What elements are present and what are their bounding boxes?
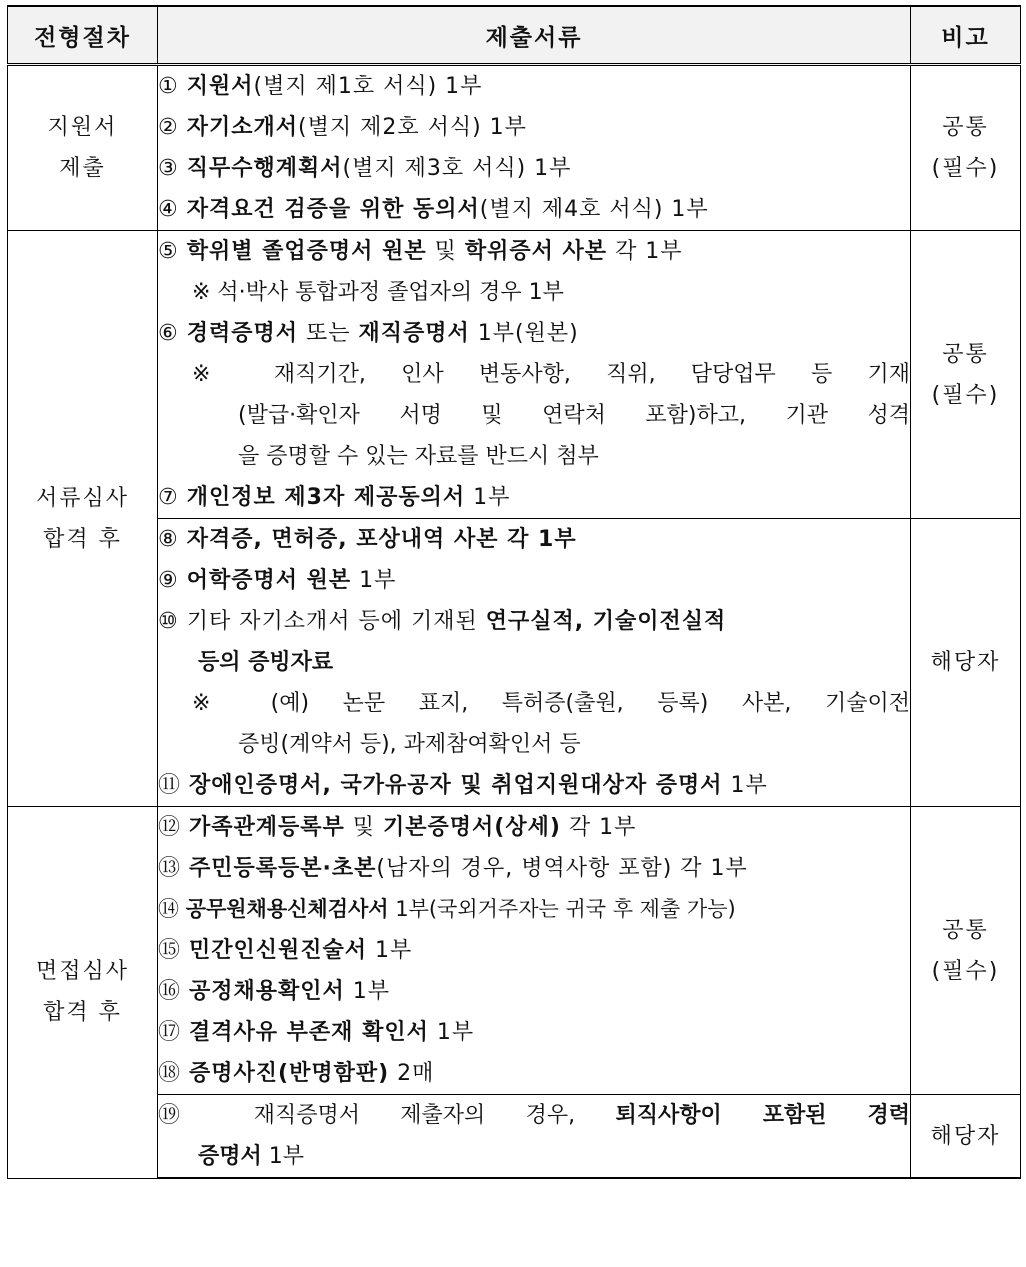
stage2-optional-docs — [158, 519, 911, 807]
doc-item-3: ③ 직무수행계획서(별지 제3호 서식) 1부 — [158, 156, 572, 181]
header-row — [8, 6, 1021, 65]
stage2-common-note: 공통 (필수) — [911, 231, 1021, 519]
stage1-docs — [158, 65, 911, 231]
doc-item-8: ⑧ 자격증, 면허증, 포상내역 사본 각 1부 — [158, 527, 577, 552]
doc-item-6-note-2: (발급·확인자 서명 및 연락처 포함)하고, 기관 성격 — [238, 403, 910, 428]
stage3-optional-docs — [158, 1095, 911, 1179]
submission-documents-table — [7, 5, 1021, 1179]
doc-item-16: ⑯ 공정채용확인서 1부 — [158, 979, 391, 1004]
doc-item-18: ⑱ 증명사진(반명함판) 2매 — [158, 1061, 435, 1086]
doc-item-5: ⑤ 학위별 졸업증명서 원본 및 학위증서 사본 각 1부 — [158, 239, 683, 264]
stage1-note: 공통 (필수) — [911, 65, 1021, 231]
doc-item-9: ⑨ 어학증명서 원본 1부 — [158, 568, 397, 593]
doc-item-19-cont: 증명서 1부 — [198, 1144, 305, 1169]
doc-item-2: ② 자기소개서(별지 제2호 서식) 1부 — [158, 115, 527, 140]
doc-item-7: ⑦ 개인정보 제3자 제공동의서 1부 — [158, 485, 511, 510]
stage2-name: 서류심사 합격 후 — [8, 231, 158, 807]
stage2-optional-note: 해당자 — [911, 519, 1021, 807]
stage2-common-row — [8, 231, 1021, 519]
stage1-row — [8, 65, 1021, 231]
stage1-name: 지원서 제출 — [8, 65, 158, 231]
doc-item-5-note: ※ 석·박사 통합과정 졸업자의 경우 1부 — [192, 280, 564, 305]
doc-item-10-note-2: 증빙(계약서 등), 과제참여확인서 등 — [238, 732, 581, 757]
stage3-name: 면접심사 합격 후 — [8, 807, 158, 1179]
header-note: 비고 — [911, 6, 1021, 65]
doc-item-1: ① 지원서(별지 제1호 서식) 1부 — [158, 74, 483, 99]
stage3-optional-row — [8, 1095, 1021, 1179]
doc-item-6-note-3: 을 증명할 수 있는 자료를 반드시 첨부 — [238, 444, 599, 469]
doc-item-6-note-1: ※ 재직기간, 인사 변동사항, 직위, 담당업무 등 기재 — [192, 362, 910, 387]
doc-item-4: ④ 자격요건 검증을 위한 동의서(별지 제4호 서식) 1부 — [158, 197, 709, 222]
doc-item-19: ⑲ 재직증명서 제출자의 경우, 퇴직사항이 포함된 경력 — [158, 1103, 910, 1128]
doc-item-13: ⑬ 주민등록등본·초본(남자의 경우, 병역사항 포함) 각 1부 — [158, 856, 748, 881]
doc-item-10-note-1: ※ (예) 논문 표지, 특허증(출원, 등록) 사본, 기술이전 — [192, 691, 910, 716]
doc-item-15: ⑮ 민간인신원진술서 1부 — [158, 938, 413, 963]
stage2-common-docs — [158, 231, 911, 519]
stage3-common-row — [8, 807, 1021, 1095]
stage3-common-docs — [158, 807, 911, 1095]
stage3-optional-note: 해당자 — [911, 1095, 1021, 1179]
doc-item-10-cont: 등의 증빙자료 — [198, 650, 334, 675]
doc-item-14: ⑭ 공무원채용신체검사서 1부(국외거주자는 귀국 후 제출 가능) — [158, 897, 736, 921]
stage2-optional-row — [8, 519, 1021, 807]
header-stage: 전형절차 — [8, 6, 158, 65]
doc-item-6: ⑥ 경력증명서 또는 재직증명서 1부(원본) — [158, 321, 579, 346]
doc-item-17: ⑰ 결격사유 부존재 확인서 1부 — [158, 1020, 475, 1045]
doc-item-10: ⑩ 기타 자기소개서 등에 기재된 연구실적, 기술이전실적 — [158, 609, 727, 634]
doc-item-12: ⑫ 가족관계등록부 및 기본증명서(상세) 각 1부 — [158, 815, 637, 840]
doc-item-11: ⑪ 장애인증명서, 국가유공자 및 취업지원대상자 증명서 1부 — [158, 773, 768, 798]
header-docs: 제출서류 — [158, 6, 911, 65]
stage3-common-note: 공통 (필수) — [911, 807, 1021, 1095]
